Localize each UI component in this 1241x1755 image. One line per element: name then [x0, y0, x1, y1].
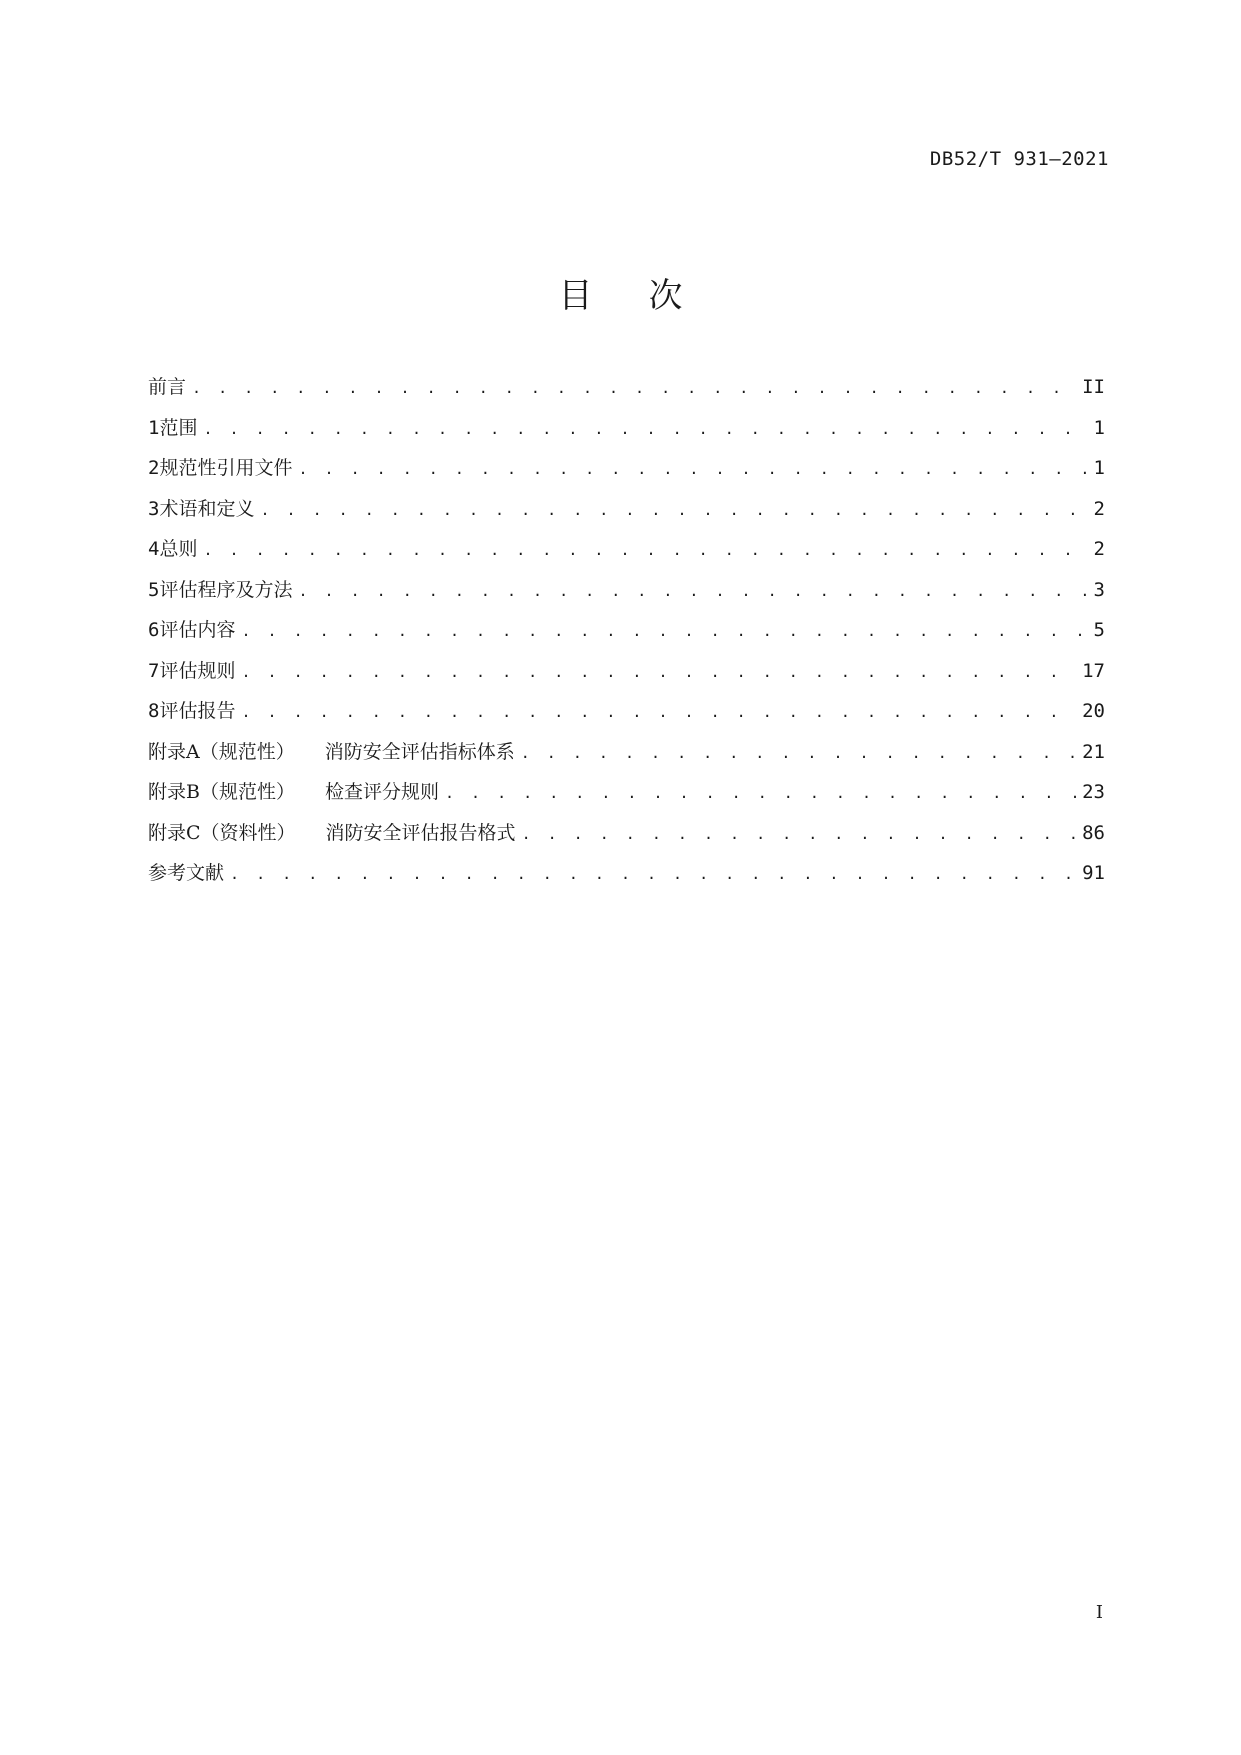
toc-entry-bibliography[interactable]	[148, 858, 1105, 899]
toc-entry-label: 消防安全评估指标体系	[324, 740, 515, 763]
toc-entry-appendix-b[interactable]	[148, 777, 1105, 818]
toc-leader-dots	[203, 541, 1089, 559]
toc-entry-label: 总则	[159, 538, 198, 560]
toc-entry-number: 6	[148, 619, 160, 641]
toc-leader-dots	[260, 501, 1089, 519]
toc-leader-dots	[298, 582, 1089, 600]
toc-entry-7[interactable]	[148, 656, 1105, 697]
toc-entry-label: 评估程序及方法	[159, 578, 293, 601]
toc-entry-number: 2	[148, 457, 160, 479]
toc-entry-label: 术语和定义	[159, 497, 255, 520]
toc-entry-6[interactable]	[148, 615, 1105, 656]
toc-entry-label: 评估报告	[159, 700, 236, 722]
toc-leader-dots	[445, 784, 1078, 802]
toc-leader-dots	[241, 703, 1078, 721]
toc-entry-page: 2	[1093, 538, 1105, 560]
toc-appendix-prefix: 附录C（资料性）	[148, 821, 296, 844]
toc-entry-page: 21	[1082, 740, 1105, 763]
toc-leader-dots	[298, 460, 1089, 478]
toc-entry-3[interactable]	[148, 494, 1105, 535]
toc-appendix-prefix: 附录A（规范性）	[148, 740, 295, 763]
toc-entry-5[interactable]	[148, 575, 1105, 616]
toc-leader-dots	[241, 663, 1078, 681]
toc-entry-number: 4	[148, 538, 160, 560]
toc-entry-number: 8	[148, 700, 160, 722]
toc-entry-label: 消防安全评估报告格式	[325, 821, 516, 844]
toc-leader-dots	[203, 420, 1089, 438]
toc-leader-dots	[521, 744, 1078, 762]
toc-entry-label: 参考文献	[148, 862, 225, 884]
toc-entry-appendix-c[interactable]	[148, 818, 1105, 859]
toc-entry-page: 23	[1082, 781, 1105, 803]
toc-entry-page: 1	[1093, 457, 1105, 479]
page-title: 目次	[558, 276, 739, 316]
toc-entry-label: 评估规则	[159, 659, 236, 682]
toc-entry-page: 5	[1093, 619, 1105, 641]
toc-leader-dots	[192, 379, 1078, 397]
toc-entry-number: 7	[148, 659, 160, 682]
toc-entry-page: 1	[1093, 416, 1105, 439]
toc-entry-1[interactable]	[148, 413, 1105, 454]
toc-entry-foreword[interactable]	[148, 372, 1105, 413]
toc-entry-label: 检查评分规则	[324, 781, 439, 803]
toc-leader-dots	[522, 825, 1079, 843]
toc-entry-page: 2	[1093, 497, 1105, 520]
toc-entry-number: 5	[148, 578, 160, 601]
table-of-contents	[148, 372, 1105, 899]
toc-appendix-prefix: 附录B（规范性）	[148, 781, 295, 803]
toc-entry-page: 20	[1082, 700, 1105, 722]
toc-entry-page: II	[1082, 376, 1105, 398]
toc-entry-page: 86	[1082, 821, 1105, 844]
toc-entry-8[interactable]	[148, 696, 1105, 737]
toc-entry-2[interactable]	[148, 453, 1105, 494]
document-code: DB52/T 931—2021	[929, 148, 1109, 170]
toc-leader-dots	[241, 622, 1089, 640]
toc-entry-page: 17	[1082, 659, 1105, 682]
toc-entry-page: 91	[1082, 862, 1105, 884]
page-number: I	[1095, 1602, 1103, 1623]
toc-entry-label: 规范性引用文件	[159, 457, 293, 479]
toc-leader-dots	[230, 865, 1078, 883]
toc-entry-4[interactable]	[148, 534, 1105, 575]
toc-entry-appendix-a[interactable]	[148, 737, 1105, 778]
toc-entry-page: 3	[1093, 578, 1105, 601]
toc-entry-label: 评估内容	[159, 619, 236, 641]
toc-entry-label: 范围	[159, 416, 198, 439]
toc-entry-number: 3	[148, 497, 160, 520]
toc-entry-number: 1	[148, 416, 160, 439]
toc-entry-label: 前言	[148, 376, 187, 398]
